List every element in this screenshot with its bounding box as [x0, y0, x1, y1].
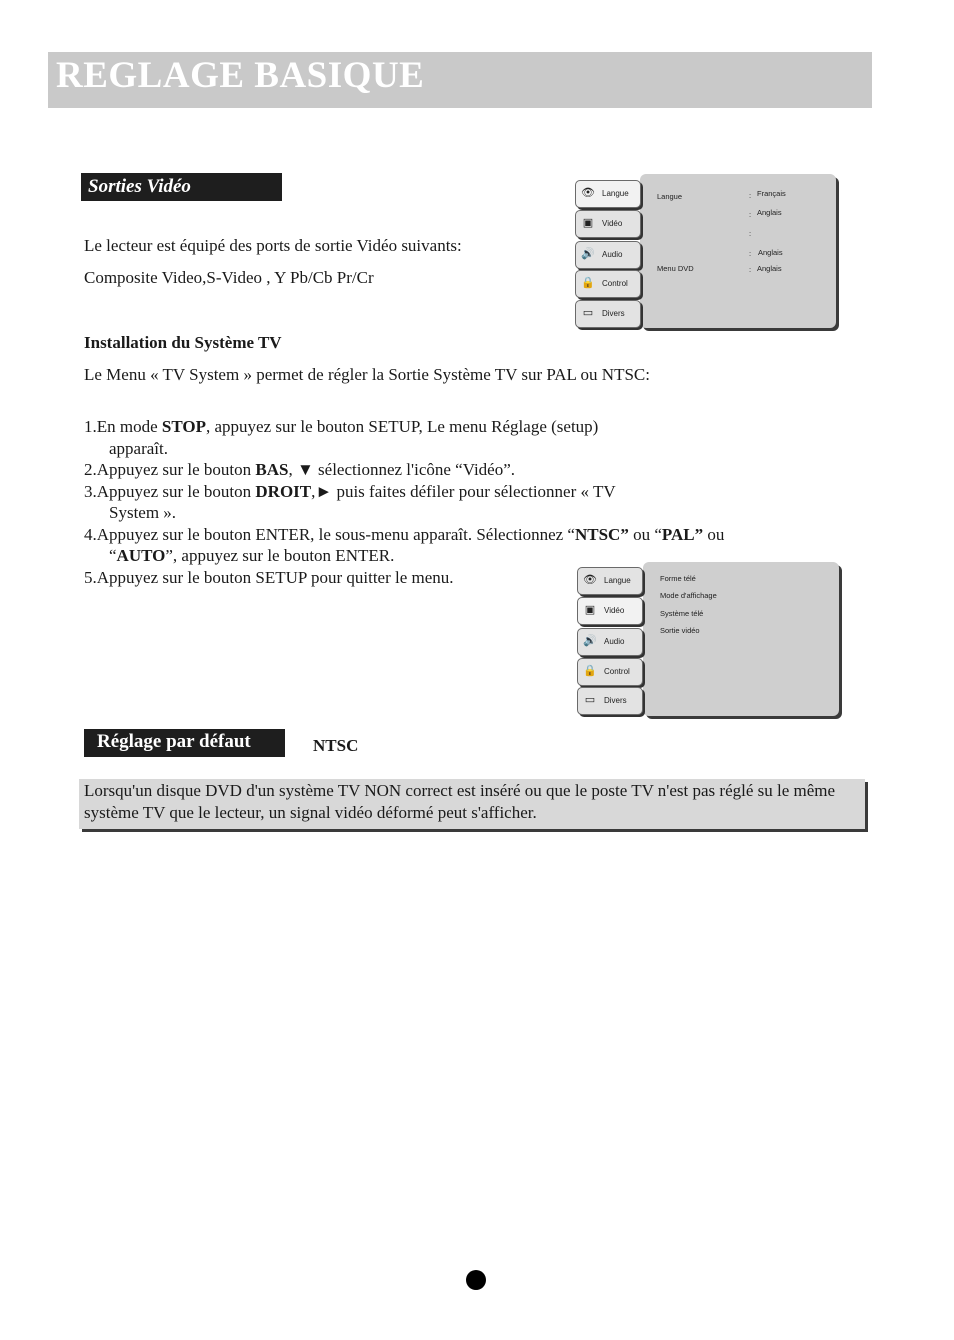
intro-text: Le lecteur est équipé des ports de sortie Vidéo suivants: — [84, 236, 462, 255]
step-text: 3.Appuyez sur le bouton — [84, 481, 256, 501]
menu-item: Mode d'affichage — [660, 591, 717, 600]
menu-item: Système télé — [660, 609, 704, 618]
menu-tab-label: Langue — [602, 189, 629, 198]
menu-colon: : — [749, 191, 752, 200]
page-title: REGLAGE BASIQUE — [56, 55, 425, 96]
section-tag-reglage-defaut — [84, 729, 285, 757]
eye-icon: 👁 — [583, 574, 597, 586]
install-paragraph: Le Menu « TV System » permet de régler la Sortie Système TV sur PAL ou NTSC: — [84, 365, 650, 384]
step-key: DROIT — [255, 481, 312, 501]
step-text: ,► puis faites défiler pour sélectionner « TV — [311, 481, 616, 501]
warning-note-text: Lorsqu'un disque DVD d'un système TV NON correct est inséré ou que le poste TV n'est pas réglé su le même système TV que le lecteur, un signal vidéo déformé peut s'afficher. — [84, 781, 836, 822]
menu-item: Forme télé — [660, 574, 696, 583]
menu-tab-label: Langue — [604, 576, 631, 585]
menu-row-value: Français — [757, 189, 786, 198]
menu-tab-label: Divers — [604, 696, 627, 705]
menu-colon: : — [749, 210, 752, 219]
menu-row-label: Menu DVD — [657, 264, 694, 273]
step-text: 1.En mode — [84, 417, 162, 436]
menu-tab-label: Vidéo — [604, 606, 625, 615]
section-tag-label: Réglage par défaut — [97, 731, 251, 752]
step-key: PAL” — [661, 524, 704, 544]
lock-icon: 🔒 — [581, 277, 595, 289]
warning-note — [79, 779, 865, 829]
default-value: NTSC — [313, 736, 359, 755]
menu-tab-divers[interactable] — [577, 687, 643, 715]
menu-panel — [640, 174, 836, 328]
menu-tab-label: Control — [602, 279, 628, 288]
menu-tab-langue[interactable] — [575, 180, 641, 208]
menu-colon: : — [749, 229, 752, 238]
step-key: NTSC” — [574, 524, 629, 544]
tv-icon: ▭ — [584, 694, 596, 706]
install-heading: Installation du Système TV — [84, 333, 282, 352]
menu-tab-label: Vidéo — [602, 219, 623, 228]
menu-tab-video[interactable] — [577, 597, 643, 625]
menu-panel — [643, 562, 839, 716]
step-continuation: System ». — [109, 503, 177, 522]
menu-tab-label: Audio — [604, 637, 625, 646]
menu-tab-control[interactable] — [577, 658, 643, 686]
menu-tab-label: Control — [604, 667, 630, 676]
step-4 — [84, 524, 804, 567]
step-1 — [84, 416, 804, 459]
menu-row-value: Anglais — [757, 208, 782, 217]
speaker-icon: 🔊 — [583, 635, 597, 647]
menu-tab-control[interactable] — [575, 270, 641, 298]
step-text: ou — [703, 524, 725, 544]
menu-row-value: Anglais — [758, 248, 783, 257]
screen-icon: ▣ — [584, 604, 596, 616]
page-marker-dot — [466, 1270, 486, 1290]
menu-tab-video[interactable] — [575, 210, 641, 238]
section-tag-label: Sorties Vidéo — [88, 176, 191, 197]
lock-icon: 🔒 — [583, 665, 597, 677]
step-continuation: apparaît. — [109, 438, 168, 458]
step-text: ”, appuyez sur le bouton ENTER. — [165, 546, 395, 565]
menu-colon: : — [749, 249, 752, 258]
menu-tab-audio[interactable] — [575, 241, 641, 269]
menu-tab-audio[interactable] — [577, 628, 643, 656]
step-text: 2.Appuyez sur le bouton — [84, 460, 256, 479]
menu-colon: : — [749, 265, 752, 274]
step-5: 5.Appuyez sur le bouton SETUP pour quitter le menu. — [84, 567, 454, 587]
menu-tab-divers[interactable] — [575, 300, 641, 328]
page-title-bar — [48, 52, 872, 108]
speaker-icon: 🔊 — [581, 248, 595, 260]
screen-icon: ▣ — [582, 217, 594, 229]
step-key: STOP — [161, 417, 206, 436]
menu-tab-langue[interactable] — [577, 567, 643, 595]
step-text: , appuyez sur le bouton SETUP, Le menu Réglage (setup) — [206, 417, 599, 436]
step-text: 4.Appuyez sur le bouton ENTER, le sous-menu apparaît. Sélectionnez “ — [84, 524, 575, 544]
menu-row-value: Anglais — [757, 264, 782, 273]
menu-tab-label: Divers — [602, 309, 625, 318]
step-text: “ — [109, 546, 117, 565]
eye-icon: 👁 — [581, 187, 595, 199]
menu-tab-label: Audio — [602, 250, 623, 259]
menu-item: Sortie vidéo — [660, 626, 700, 635]
step-2 — [84, 459, 804, 481]
ports-text: Composite Video,S-Video , Y Pb/Cb Pr/Cr — [84, 268, 374, 287]
menu-row-label: Langue — [657, 192, 683, 201]
tv-icon: ▭ — [582, 307, 594, 319]
section-tag-sorties-video — [81, 173, 282, 201]
step-text: , ▼ sélectionnez l'icône “Vidéo”. — [288, 460, 516, 479]
step-key: BAS — [255, 460, 289, 479]
step-3 — [84, 481, 804, 524]
step-text: ou “ — [628, 524, 662, 544]
step-key: AUTO — [116, 546, 166, 565]
